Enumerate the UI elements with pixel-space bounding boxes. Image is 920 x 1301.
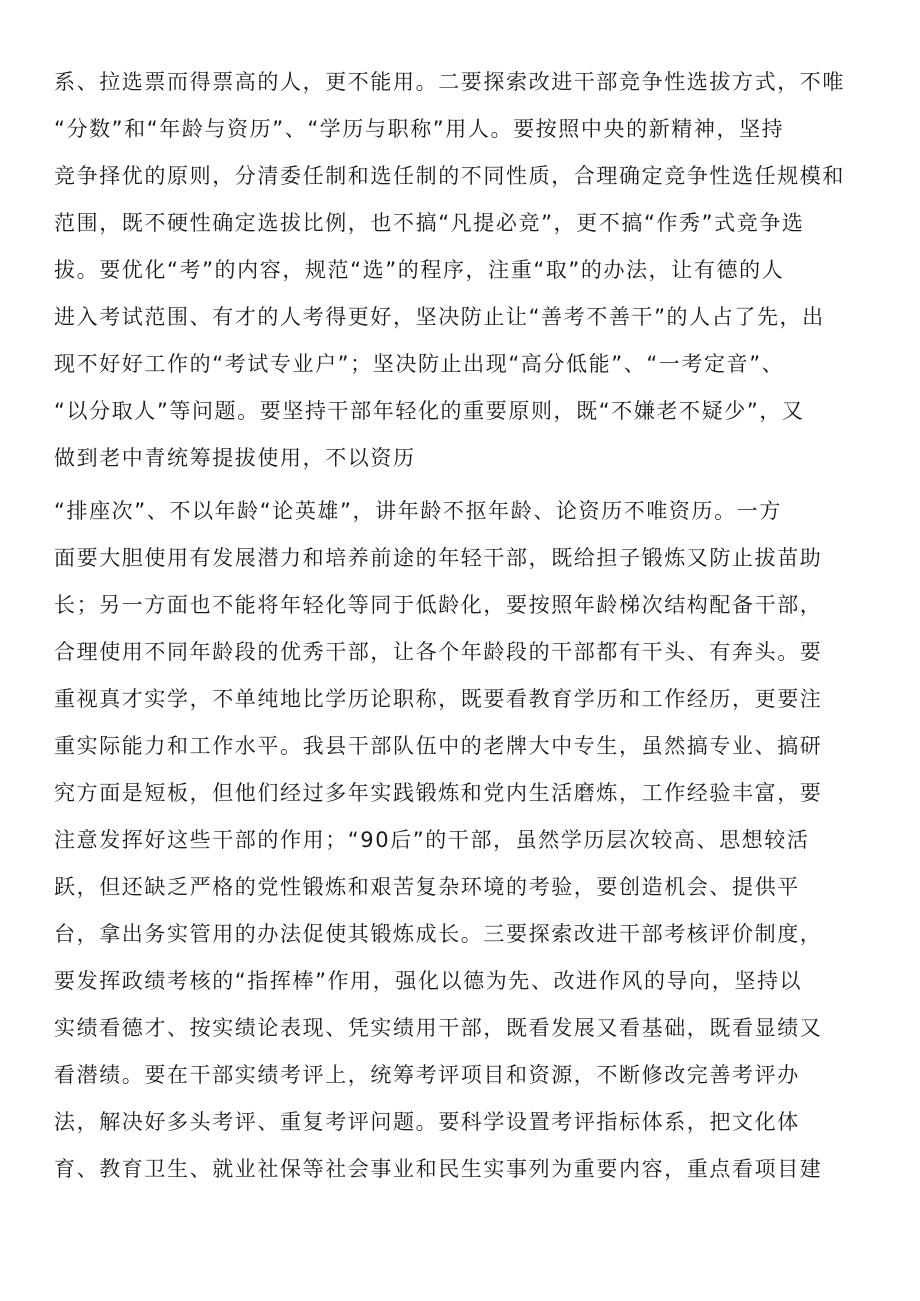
text-line: 系、拉选票而得票高的人，更不能用。二要探索改进干部竞争性选拔方式，不唯: [54, 70, 845, 94]
text-line: 究方面是短板，但他们经过多年实践锻炼和党内生活磨炼，工作经验丰富，要: [54, 781, 823, 805]
text-line: 做到老中青统筹提拔使用，不以资历: [54, 446, 416, 470]
text-line: “以分取人”等问题。要坚持干部年轻化的重要原则，既“不嫌老不疑少”，又: [54, 399, 805, 423]
text-line: “分数”和“年龄与资历”、“学历与职称”用人。要按照中央的新精神，坚持: [54, 117, 785, 141]
text-line: 台，拿出务实管用的办法促使其锻炼成长。三要探索改进干部考核评价制度，: [54, 922, 823, 946]
text-line: 看潜绩。要在干部实绩考评上，统筹考评项目和资源，不断修改完善考评办: [54, 1063, 800, 1087]
text-line: 合理使用不同年龄段的优秀干部，让各个年龄段的干部都有干头、有奔头。要: [54, 640, 823, 664]
text-line: 现不好好工作的“考试专业户”；坚决防止出现“高分低能”、“一考定音”、: [54, 352, 785, 376]
text-line: 拔。要优化“考”的内容，规范“选”的程序，注重“取”的办法，让有德的人: [54, 258, 785, 282]
text-line: 法，解决好多头考评、重复考评问题。要科学设置考评指标体系，把文化体: [54, 1110, 800, 1134]
text-line: 长；另一方面也不能将年轻化等同于低龄化，要按照年龄梯次结构配备干部，: [54, 593, 823, 617]
text-line: 竞争择优的原则，分清委任制和选任制的不同性质，合理确定竞争性选任规模和: [54, 164, 845, 188]
text-line: 要发挥政绩考核的“指挥棒”作用，强化以德为先、改进作风的导向，坚持以: [54, 969, 803, 993]
text-line: 育、教育卫生、就业社保等社会事业和民生实事列为重要内容，重点看项目建: [54, 1157, 823, 1181]
text-line: 注意发挥好这些干部的作用；“90后”的干部，虽然学历层次较高、思想较活: [54, 828, 810, 852]
text-line: 面要大胆使用有发展潜力和培养前途的年轻干部，既给担子锻炼又防止拔苗助: [54, 546, 823, 570]
text-line: “排座次”、不以年龄“论英雄”，讲年龄不抠年龄、论资历不唯资历。一方: [54, 499, 782, 523]
text-line: 重实际能力和工作水平。我县干部队伍中的老牌大中专生，虽然搞专业、搞研: [54, 734, 823, 758]
text-line: 进入考试范围、有才的人考得更好，坚决防止让“善考不善干”的人占了先，出: [54, 305, 825, 329]
text-line: 重视真才实学，不单纯地比学历论职称，既要看教育学历和工作经历，更要注: [54, 687, 823, 711]
text-line: 跃，但还缺乏严格的党性锻炼和艰苦复杂环境的考验，要创造机会、提供平: [54, 875, 800, 899]
text-line: 范围，既不硬性确定选拔比例，也不搞“凡提必竞”，更不搞“作秀”式竞争选: [54, 211, 805, 235]
text-line: 实绩看德才、按实绩论表现、凭实绩用干部，既看发展又看基础，既看显绩又: [54, 1016, 823, 1040]
